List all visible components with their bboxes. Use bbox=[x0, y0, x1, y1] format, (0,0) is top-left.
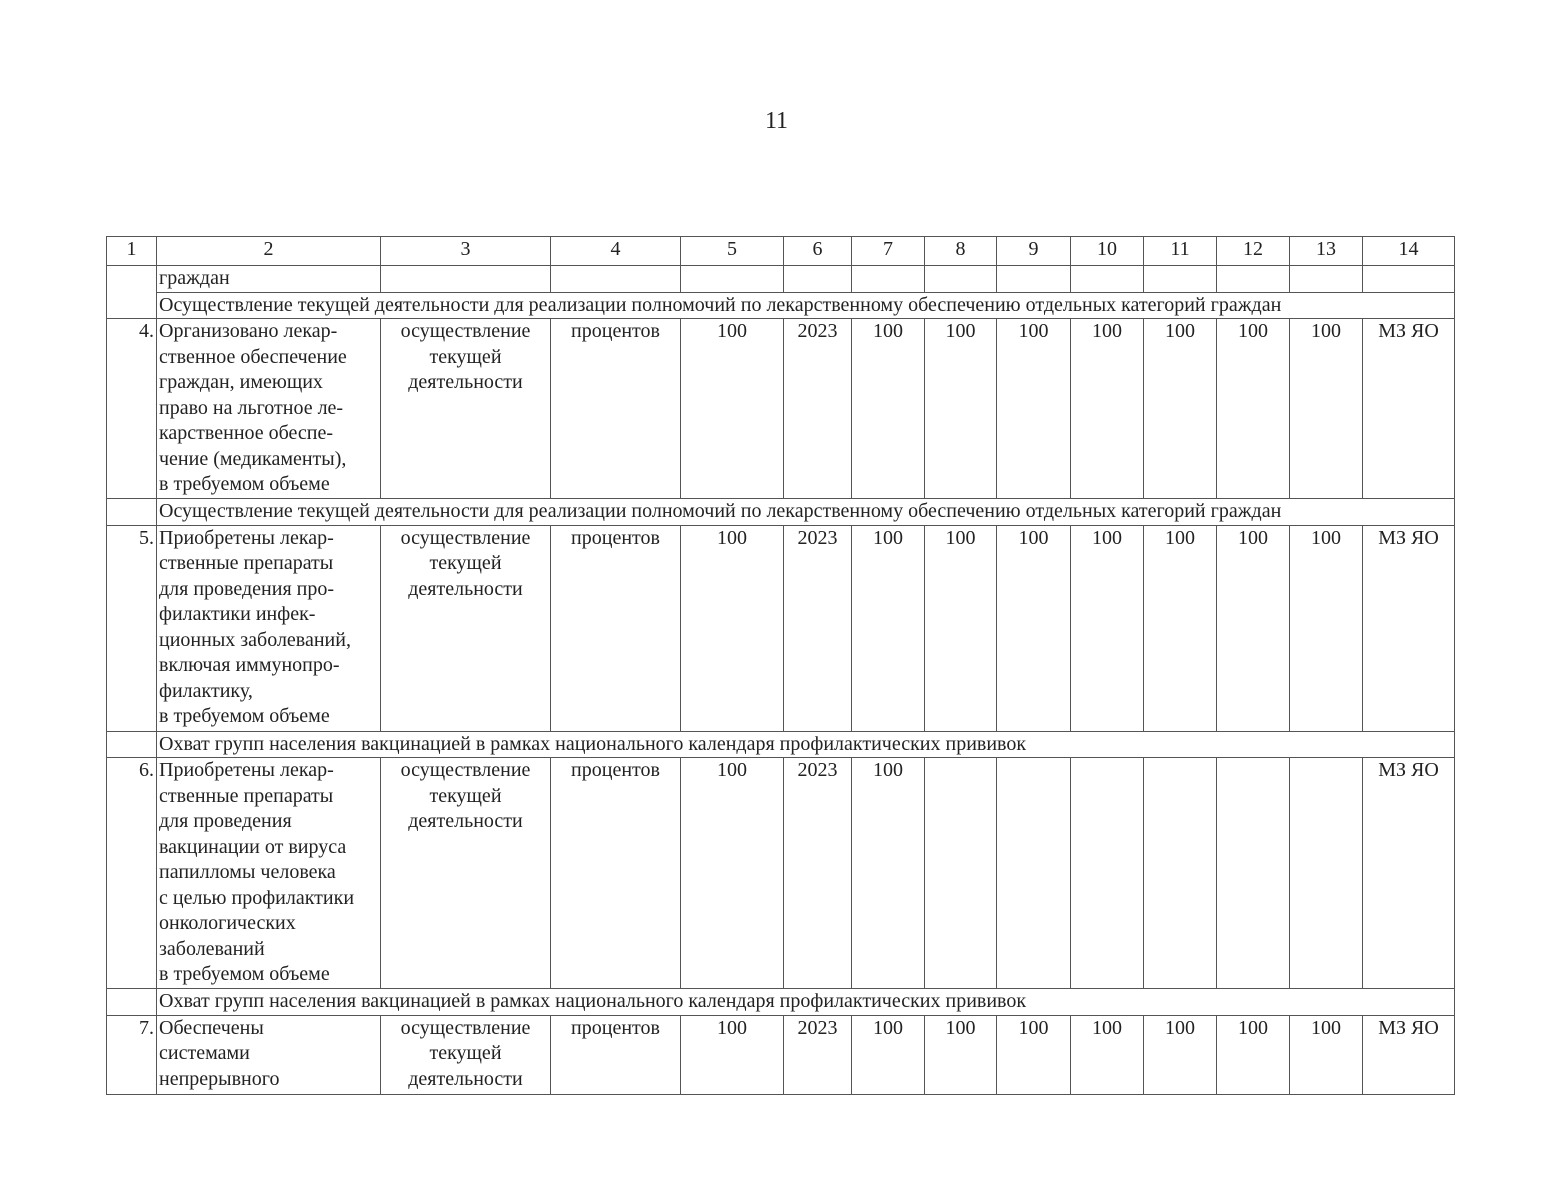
col-header-7: 7 bbox=[852, 237, 925, 266]
col-header-8: 8 bbox=[925, 237, 997, 266]
section-title: Осуществление текущей деятельности для реализации полномочий по лекарственному обеспечению отдельных категорий граждан bbox=[157, 292, 1455, 319]
table-row bbox=[107, 1015, 1455, 1094]
column-number-row bbox=[107, 237, 1455, 266]
row-number: 4. bbox=[107, 319, 157, 499]
col-header-10: 10 bbox=[1071, 237, 1144, 266]
unit: процентов bbox=[551, 758, 681, 989]
value-cell: 100 bbox=[1144, 1015, 1217, 1094]
responsible: МЗ ЯО bbox=[1363, 1015, 1455, 1094]
section-title: Охват групп населения вакцинацией в рамках национального календаря профилактических прививок bbox=[157, 731, 1455, 758]
value-cell bbox=[925, 758, 997, 989]
indicator-name: граждан bbox=[157, 266, 381, 293]
value-cell bbox=[1144, 758, 1217, 989]
value-cell: 100 bbox=[1217, 319, 1290, 499]
col-header-13: 13 bbox=[1290, 237, 1363, 266]
indicator-name: Приобретены лекар- ственные препараты для проведения вакцинации от вируса папилломы человека с целью профилактики онкологических заболеваний в требуемом объеме bbox=[157, 758, 381, 989]
indicators-table bbox=[106, 236, 1455, 1095]
indicator-name: Организовано лекар- ственное обеспечение граждан, имеющих право на льготное ле- карственное обеспе- чение (медикаменты), в требуемом объеме bbox=[157, 319, 381, 499]
indicator-type: осуществление текущей деятельности bbox=[381, 525, 551, 731]
value-cell: 100 bbox=[1290, 525, 1363, 731]
section-row bbox=[107, 731, 1455, 758]
responsible: МЗ ЯО bbox=[1363, 319, 1455, 499]
unit: процентов bbox=[551, 1015, 681, 1094]
indicator-name: Приобретены лекар- ственные препараты для проведения про- филактики инфек- ционных заболеваний, включая иммунопро- филактику, в требуемом объеме bbox=[157, 525, 381, 731]
section-title: Осуществление текущей деятельности для реализации полномочий по лекарственному обеспечению отдельных категорий граждан bbox=[157, 499, 1455, 526]
section-row bbox=[107, 499, 1455, 526]
value-cell bbox=[1217, 758, 1290, 989]
value-cell: 100 bbox=[1290, 1015, 1363, 1094]
page-number: 11 bbox=[764, 108, 789, 134]
value-cell: 100 bbox=[852, 1015, 925, 1094]
value-cell: 100 bbox=[997, 525, 1071, 731]
value-cell: 100 bbox=[1217, 525, 1290, 731]
col-header-6: 6 bbox=[784, 237, 852, 266]
value-cell: 100 bbox=[1071, 319, 1144, 499]
base-value: 100 bbox=[681, 758, 784, 989]
value-cell: 100 bbox=[1290, 319, 1363, 499]
section-title: Охват групп населения вакцинацией в рамках национального календаря профилактических прививок bbox=[157, 989, 1455, 1016]
col-header-2: 2 bbox=[157, 237, 381, 266]
indicator-type: осуществление текущей деятельности bbox=[381, 319, 551, 499]
indicator-type: осуществление текущей деятельности bbox=[381, 1015, 551, 1094]
row-number: 5. bbox=[107, 525, 157, 731]
section-row bbox=[107, 292, 1455, 319]
table-row bbox=[107, 525, 1455, 731]
row-number bbox=[107, 266, 157, 319]
base-year: 2023 bbox=[784, 758, 852, 989]
base-year: 2023 bbox=[784, 525, 852, 731]
col-header-11: 11 bbox=[1144, 237, 1217, 266]
table-row bbox=[107, 758, 1455, 989]
value-cell bbox=[1071, 758, 1144, 989]
unit: процентов bbox=[551, 319, 681, 499]
value-cell: 100 bbox=[925, 319, 997, 499]
section-row bbox=[107, 989, 1455, 1016]
value-cell: 100 bbox=[997, 319, 1071, 499]
col-header-14: 14 bbox=[1363, 237, 1455, 266]
continuation-row bbox=[107, 266, 1455, 293]
unit: процентов bbox=[551, 525, 681, 731]
value-cell: 100 bbox=[925, 1015, 997, 1094]
value-cell: 100 bbox=[997, 1015, 1071, 1094]
indicator-type: осуществление текущей деятельности bbox=[381, 758, 551, 989]
row-number: 6. bbox=[107, 758, 157, 989]
value-cell: 100 bbox=[925, 525, 997, 731]
value-cell: 100 bbox=[852, 525, 925, 731]
value-cell: 100 bbox=[852, 319, 925, 499]
table-row bbox=[107, 319, 1455, 499]
value-cell: 100 bbox=[1144, 319, 1217, 499]
col-header-5: 5 bbox=[681, 237, 784, 266]
base-value: 100 bbox=[681, 319, 784, 499]
row-number: 7. bbox=[107, 1015, 157, 1094]
indicator-name: Обеспечены системами непрерывного bbox=[157, 1015, 381, 1094]
base-year: 2023 bbox=[784, 319, 852, 499]
value-cell: 100 bbox=[1217, 1015, 1290, 1094]
value-cell: 100 bbox=[852, 758, 925, 989]
value-cell bbox=[1290, 758, 1363, 989]
col-header-12: 12 bbox=[1217, 237, 1290, 266]
base-value: 100 bbox=[681, 1015, 784, 1094]
value-cell bbox=[997, 758, 1071, 989]
responsible: МЗ ЯО bbox=[1363, 758, 1455, 989]
value-cell: 100 bbox=[1144, 525, 1217, 731]
col-header-9: 9 bbox=[997, 237, 1071, 266]
col-header-4: 4 bbox=[551, 237, 681, 266]
col-header-3: 3 bbox=[381, 237, 551, 266]
responsible: МЗ ЯО bbox=[1363, 525, 1455, 731]
value-cell: 100 bbox=[1071, 525, 1144, 731]
base-value: 100 bbox=[681, 525, 784, 731]
value-cell: 100 bbox=[1071, 1015, 1144, 1094]
col-header-1: 1 bbox=[107, 237, 157, 266]
base-year: 2023 bbox=[784, 1015, 852, 1094]
